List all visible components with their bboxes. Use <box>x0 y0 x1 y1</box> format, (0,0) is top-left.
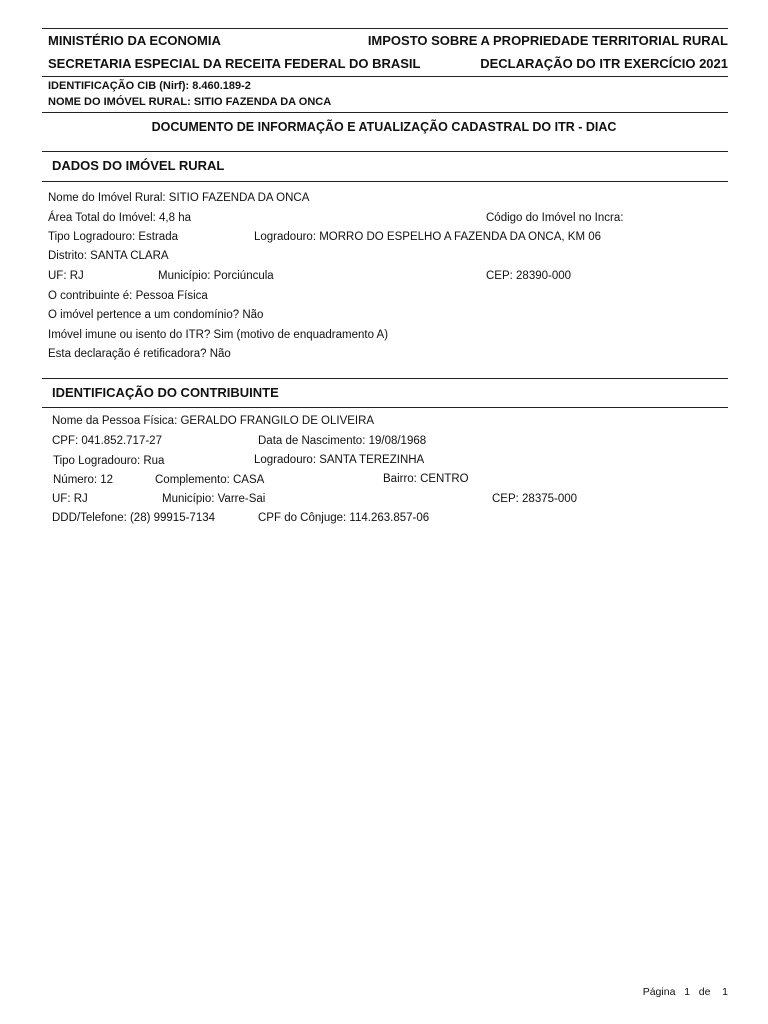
contribuinte-nome: Nome da Pessoa Física: GERALDO FRANGILO DE OLIVEIRA <box>52 415 375 427</box>
subheader-rule <box>42 112 728 113</box>
imovel-cep: CEP: 28390-000 <box>486 270 572 282</box>
section-rule-imovel-bottom <box>42 181 728 182</box>
section-title-contribuinte: IDENTIFICAÇÃO DO CONTRIBUINTE <box>52 385 279 400</box>
contribuinte-complemento: Complemento: CASA <box>155 474 265 486</box>
imovel-uf: UF: RJ <box>48 270 84 282</box>
page-total: 1 <box>722 986 728 998</box>
contribuinte-tipo-logradouro: Tipo Logradouro: Rua <box>53 455 165 467</box>
imovel-tipo-logradouro: Tipo Logradouro: Estrada <box>48 231 178 243</box>
page-indicator <box>643 986 728 998</box>
tax-name: IMPOSTO SOBRE A PROPRIEDADE TERRITORIAL RURAL <box>367 33 728 48</box>
top-rule <box>42 28 728 29</box>
property-name-header: NOME DO IMÓVEL RURAL: SITIO FAZENDA DA ONCA <box>48 96 332 108</box>
contribuinte-municipio: Município: Varre-Sai <box>162 493 266 505</box>
secretariat-name: SECRETARIA ESPECIAL DA RECEITA FEDERAL DO BRASIL <box>48 56 421 71</box>
imovel-imune: Imóvel imune ou isento do ITR? Sim (motivo de enquadramento A) <box>48 329 389 341</box>
contribuinte-cpf-conjuge: CPF do Cônjuge: 114.263.857-06 <box>258 512 430 524</box>
contribuinte-cep: CEP: 28375-000 <box>492 493 578 505</box>
contribuinte-nascimento: Data de Nascimento: 19/08/1968 <box>258 435 427 447</box>
contribuinte-telefone: DDD/Telefone: (28) 99915-7134 <box>52 512 216 524</box>
section-title-imovel: DADOS DO IMÓVEL RURAL <box>52 158 225 173</box>
imovel-codigo-incra: Código do Imóvel no Incra: <box>486 212 624 224</box>
contribuinte-numero: Número: 12 <box>53 474 114 486</box>
contribuinte-bairro: Bairro: CENTRO <box>383 473 469 485</box>
imovel-distrito: Distrito: SANTA CLARA <box>48 250 169 262</box>
of-label: de <box>698 986 711 998</box>
contribuinte-uf: UF: RJ <box>52 493 88 505</box>
imovel-retificadora: Esta declaração é retificadora? Não <box>48 348 231 360</box>
imovel-logradouro: Logradouro: MORRO DO ESPELHO A FAZENDA DA ONCA, KM 06 <box>254 231 602 243</box>
imovel-municipio: Município: Porciúncula <box>158 270 274 282</box>
cib-identification: IDENTIFICAÇÃO CIB (Nirf): 8.460.189-2 <box>48 80 251 92</box>
page-number: 1 <box>684 986 691 998</box>
page-label: Página <box>642 986 676 998</box>
contribuinte-logradouro: Logradouro: SANTA TEREZINHA <box>254 454 425 466</box>
imovel-nome: Nome do Imóvel Rural: SITIO FAZENDA DA ONCA <box>48 192 310 204</box>
contribuinte-cpf: CPF: 041.852.717-27 <box>52 435 162 447</box>
document-title: DOCUMENTO DE INFORMAÇÃO E ATUALIZAÇÃO CADASTRAL DO ITR - DIAC <box>151 120 617 134</box>
header-rule <box>42 76 728 77</box>
section-rule-contribuinte-top <box>42 378 728 379</box>
imovel-area: Área Total do Imóvel: 4,8 ha <box>48 212 191 224</box>
section-rule-contribuinte-bottom <box>42 407 728 408</box>
imovel-condominio: O imóvel pertence a um condomínio? Não <box>48 309 264 321</box>
section-rule-imovel-top <box>42 151 728 152</box>
declaration-year: DECLARAÇÃO DO ITR EXERCÍCIO 2021 <box>480 56 728 71</box>
imovel-contribuinte: O contribuinte é: Pessoa Física <box>48 290 208 302</box>
ministry-name: MINISTÉRIO DA ECONOMIA <box>48 33 221 48</box>
